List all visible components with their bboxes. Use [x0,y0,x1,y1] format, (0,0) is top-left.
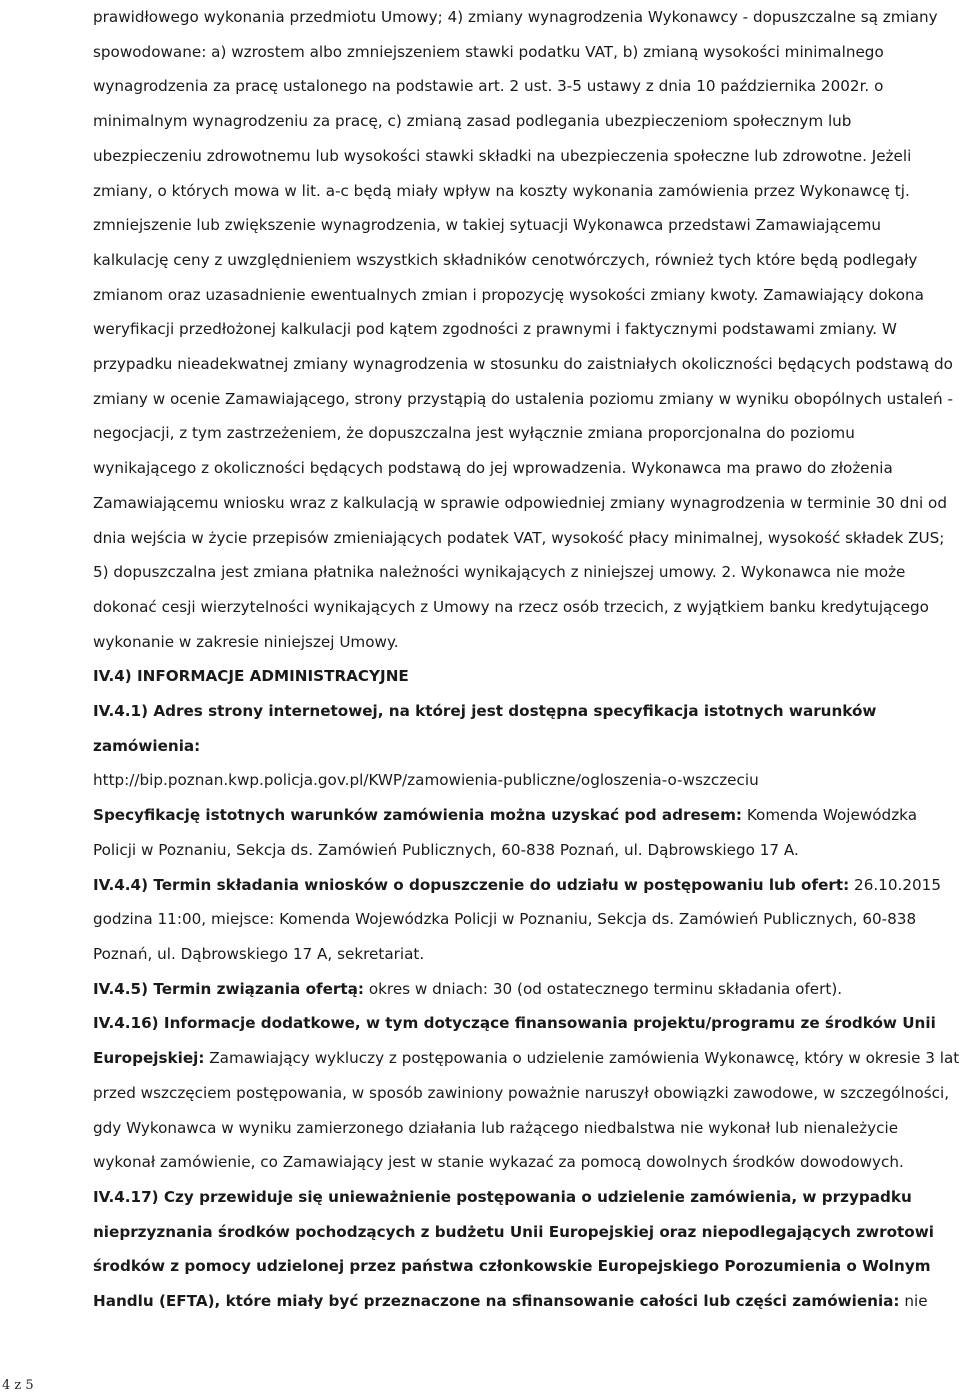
item-binding-period [93,972,960,1007]
website-url[interactable]: http://bip.poznan.kwp.policja.gov.pl/KWP/zamowienia-publiczne/ogloszenia-o-wszczeciu [93,771,759,790]
item-label: IV.4.4) Termin składania wniosków o dopuszczenie do udziału w postępowaniu lub ofert: [93,875,850,894]
item-label: IV.4.5) Termin związania ofertą: [93,979,364,998]
item-value: Zamawiający wykluczy z postępowania o udzielenie zamówienia Wykonawcę, który w okresie 3 lat przed wszczęciem postępowania, w sposób zawiniony poważnie naruszył obowiązki zawodowe, w szczególności, gdy Wykonawca w wyniku zamierzonego działania lub rażącego niedbalstwa nie wykonał lub nienależycie wykonał zamówienie, co Zamawiający jest w stanie wykazać za pomocą dowolnych środków dowodowych. [93,1049,960,1172]
item-label: Specyfikację istotnych warunków zamówienia można uzyskać pod adresem: [93,806,742,825]
section-heading-text: IV.4) INFORMACJE ADMINISTRACYJNE [93,667,409,686]
item-submission-deadline [93,868,960,972]
item-siwz-address [93,798,960,867]
item-cancellation [93,1180,960,1319]
item-value: Komenda Wojewódzka Policji w Poznaniu, Sekcja ds. Zamówień Publicznych, 60-838 Poznań, ul. Dąbrowskiego 17 A. [93,806,918,859]
item-website-address [93,694,960,798]
document-page [93,0,960,1319]
item-value: okres w dniach: 30 (od ostatecznego terminu składania ofert). [368,979,843,998]
item-additional-info [93,1006,960,1180]
item-value: nie [904,1292,928,1311]
item-label: IV.4.17) Czy przewiduje się unieważnienie postępowania o udzielenie zamówienia, w przypadku nieprzyznania środków pochodzących z budżetu Unii Europejskiej oraz niepodlegających zwrotowi środków z pomocy udzielonej przez państwa członkowskie Europejskiego Porozumienia o Wolnym Handlu (EFTA), które miały być przeznaczone na sfinansowanie całości lub części zamówienia: [93,1187,934,1311]
page-indicator: 4 z 5 [2,1378,34,1393]
item-value: 26.10.2015 godzina 11:00, miejsce: Komenda Wojewódzka Policji w Poznaniu, Sekcja ds. Zamówień Publicznych, 60-838 Poznań, ul. Dąbrowskiego 17 A, sekretariat. [93,875,941,963]
section-heading [93,659,960,694]
body-paragraph: prawidłowego wykonania przedmiotu Umowy; 4) zmiany wynagrodzenia Wykonawcy - dopuszczalne są zmiany spowodowane: a) wzrostem albo zmniejszeniem stawki podatku VAT, b) zmianą wysokości minimalnego wynagrodzenia za pracę ustalonego na podstawie art. 2 ust. 3-5 ustawy z dnia 10 października 2002r. o minimalnym wynagrodzeniu za pracę, c) zmianą zasad podlegania ubezpieczeniom społecznym lub ubezpieczeniu zdrowotnemu lub wysokości stawki składki na ubezpieczenia społeczne lub zdrowotne. Jeżeli zmiany, o których mowa w lit. a-c będą miały wpływ na koszty wykonania zamówienia przez Wykonawcę tj. zmniejszenie lub zwiększenie wynagrodzenia, w takiej sytuacji Wykonawca przedstawi Zamawiającemu kalkulację ceny z uwzględnieniem wszystkich składników cenotwórczych, również tych które będą podlegały zmianom oraz uzasadnienie ewentualnych zmian i propozycję wysokości zmiany kwoty. Zamawiający dokona weryfikacji przedłożonej kalkulacji pod kątem zgodności z prawnymi i faktycznymi podstawami zmiany. W przypadku nieadekwatnej zmiany wynagrodzenia w stosunku do zaistniałych okoliczności będących podstawą do zmiany w ocenie Zamawiającego, strony przystąpią do ustalenia poziomu zmiany w wyniku obopólnych ustaleń - negocjacji, z tym zastrzeżeniem, że dopuszczalna jest wyłącznie zmiana proporcjonalna do poziomu wynikającego z okoliczności będących podstawą do jej wprowadzenia. Wykonawca ma prawo do złożenia Zamawiającemu wniosku wraz z kalkulacją w sprawie odpowiedniej zmiany wynagrodzenia w terminie 30 dni od dnia wejścia w życie przepisów zmieniających podatek VAT, wysokość płacy minimalnej, wysokość składek ZUS; 5) dopuszczalna jest zmiana płatnika należności wynikających z niniejszej umowy. 2. Wykonawca nie może dokonać cesji wierzytelności wynikających z Umowy na rzecz osób trzecich, z wyjątkiem banku kredytującego wykonanie w zakresie niniejszej Umowy. [93,8,953,651]
item-label: IV.4.1) Adres strony internetowej, na której jest dostępna specyfikacja istotnych warunków zamówienia: [93,702,877,755]
item-label: IV.4.16) Informacje dodatkowe, w tym dotyczące finansowania projektu/programu ze środków Unii Europejskiej: [93,1014,936,1068]
